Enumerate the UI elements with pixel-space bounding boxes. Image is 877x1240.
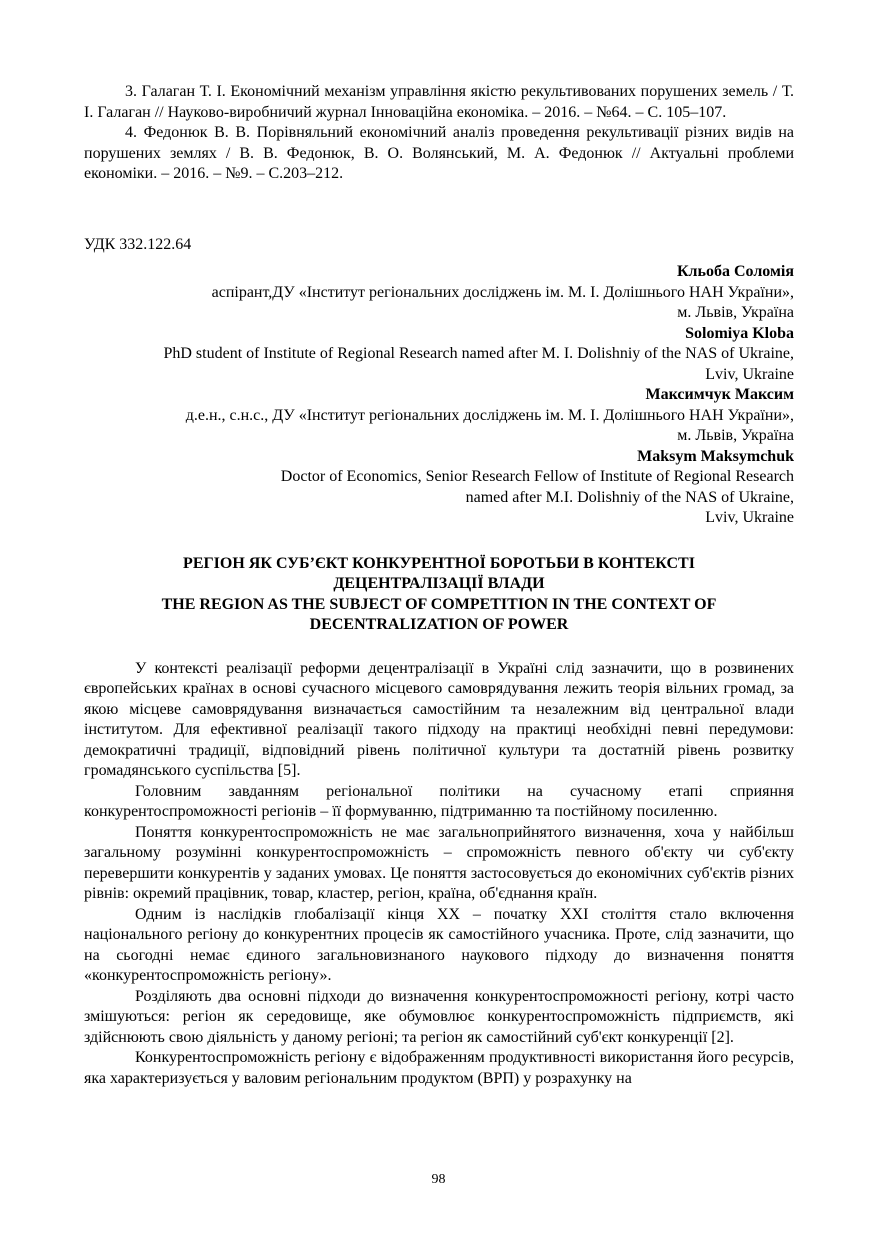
authors-block [84,262,794,529]
author-affiliation: Doctor of Economics, Senior Research Fellow of Institute of Regional Research [280,468,794,485]
author-location: м. Львів, Україна [677,304,794,321]
author-name: Solomiya Kloba [685,324,794,342]
article-body [84,659,794,1090]
author-location: Lviv, Ukraine [705,365,794,383]
title-ua-line: ДЕЦЕНТРАЛІЗАЦІЇ ВЛАДИ [333,575,545,592]
body-paragraph: Поняття конкурентоспроможність не має загальноприйнятого визначення, хоча у найбільш загальному розумінні конкурентоспроможність – спроможність певного об'єкту чи суб'єкту перевершити конкурентів у заданих умовах. Це поняття застосовується до економічних суб'єктів різних рівнів: окремий працівник, товар, кластер, регіон, країна, об'єднання країн. [84,823,794,902]
reference-item: 3. Галаган Т. І. Економічний механізм управління якістю рекультивованих порушених земель / Т. І. Галаган // Науково-виробничий журнал Інноваційна економіка. – 2016. – №64. – С. 105–107. [84,83,794,121]
author-affiliation: PhD student of Institute of Regional Research named after M. I. Dolishniy of the NAS of Ukraine, [163,345,794,362]
title-en-line: THE REGION AS THE SUBJECT OF COMPETITION IN THE CONTEXT OF [161,595,717,613]
body-paragraph: У контексті реалізації реформи децентралізації в Україні слід зазначити, що в розвинених європейських країнах в основі сучасного місцевого самоврядування лежить теорія вільних громад, за якою місцеве самоврядування визначається самостійним та незалежним від центральної влади інститутом. Для ефективної реалізації такого підходу на практиці необхідні певні передумови: демократичні традиції, відповідний рівень політичної культури та достатній рівень розвитку громадянського суспільства [5]. [84,659,794,779]
author-name: Максимчук Максим [645,386,794,403]
title-ua-line: РЕГІОН ЯК СУБ’ЄКТ КОНКУРЕНТНОЇ БОРОТЬБИ В КОНТЕКСТІ [183,554,695,572]
author-location: м. Львів, Україна [677,427,794,444]
author-affiliation: д.е.н., с.н.с., ДУ «Інститут регіональних досліджень ім. М. І. Долішнього НАН України», [185,406,794,424]
body-paragraph: Конкурентоспроможність регіону є відображенням продуктивності використання його ресурсів, яка характеризується у валовим регіональним продуктом (ВРП) у розрахунку на [84,1049,794,1087]
reference-item: 4. Федонюк В. В. Порівняльний економічний аналіз проведення рекультивації різних видів на порушених землях / В. В. Федонюк, В. О. Волянський, М. А. Федонюк // Актуальні проблеми економіки. – 2016. – №9. – С.203–212. [84,124,794,182]
author-affiliation: named after M.I. Dolishniy of the NAS of Ukraine, [465,488,794,506]
author-affiliation: аспірант,ДУ «Інститут регіональних досліджень ім. М. І. Долішнього НАН України», [211,283,794,301]
article-title [84,554,794,636]
author-name: Кльоба Соломія [676,263,794,280]
udk-code: УДК 332.122.64 [84,235,192,253]
author-name: Maksym Maksymchuk [637,447,794,465]
body-paragraph: Одним із наслідків глобалізації кінця ХХ – початку ХХІ століття стало включення національного регіону до конкурентних процесів як самостійного учасника. Проте, слід зазначити, що на сьогодні немає єдиного загальновизнаного наукового підходу до визначення поняття «конкурентоспроможність регіону». [84,905,794,984]
page-content [84,82,794,1089]
title-en-line: DECENTRALIZATION OF POWER [309,616,569,633]
references [84,82,794,185]
author-location: Lviv, Ukraine [705,509,794,526]
body-paragraph: Головним завданням регіональної політики на сучасному етапі сприяння конкурентоспроможності регіонів – її формуванню, підтриманню та постійному посиленню. [84,782,794,820]
page-number: 98 [431,1172,446,1187]
body-paragraph: Розділяють два основні підходи до визначення конкурентоспроможності регіону, котрі часто змішуються: регіон як середовище, яке обумовлює конкурентоспроможність підприємств, які здійснюють свою діяльність у даному регіоні; та регіон як самостійний суб'єкт конкуренції [2]. [84,987,794,1046]
